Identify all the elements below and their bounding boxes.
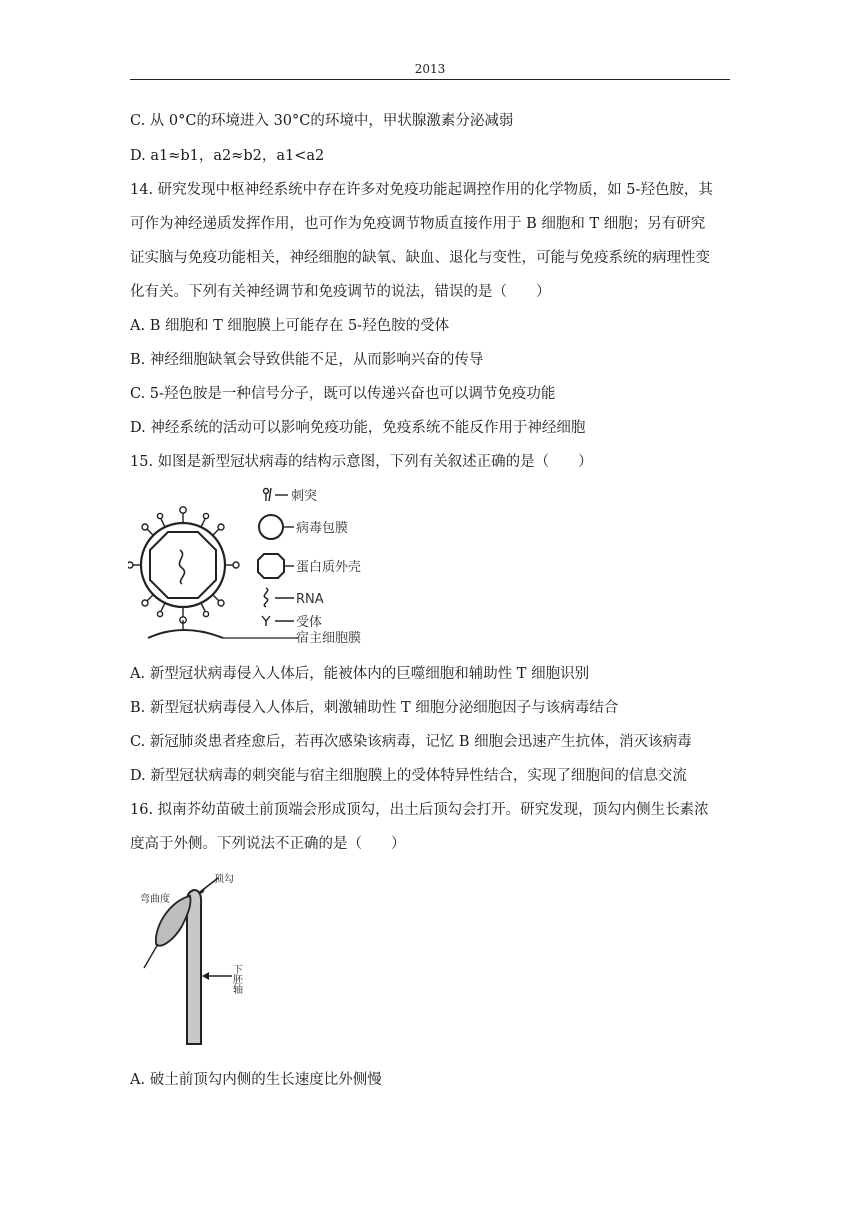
legend-envelope: 病毒包膜 — [296, 521, 349, 536]
q14-stem-line-1: 14. 研究发现中枢神经系统中存在许多对免疫功能起调控作用的化学物质，如 5-羟色胺，其 — [130, 182, 713, 198]
legend-rna: RNA — [296, 592, 324, 607]
virus-structure-figure — [128, 480, 388, 648]
q15-option-c: C. 新冠肺炎患者痊愈后，若再次感染该病毒，记忆 B 细胞会迅速产生抗体，消灭该病毒 — [130, 734, 692, 750]
label-hypocotyl: 下胚轴 — [230, 964, 242, 994]
legend-spike: 刺突 — [291, 489, 318, 504]
legend-capsid: 蛋白质外壳 — [296, 560, 362, 575]
q14-option-b: B. 神经细胞缺氧会导致供能不足，从而影响兴奋的传导 — [130, 352, 484, 368]
q14-option-d: D. 神经系统的活动可以影响免疫功能，免疫系统不能反作用于神经细胞 — [130, 420, 586, 436]
apical-hook-figure — [136, 864, 276, 1054]
q14-option-a: A. B 细胞和 T 细胞膜上可能存在 5-羟色胺的受体 — [130, 318, 450, 334]
q16-stem-line-2: 度高于外侧。下列说法不正确的是（ ） — [130, 836, 406, 852]
q15-option-a: A. 新型冠状病毒侵入人体后，能被体内的巨噬细胞和辅助性 T 细胞识别 — [130, 666, 590, 682]
q16-stem-line-1: 16. 拟南芥幼苗破土前顶端会形成顶勾，出土后顶勾会打开。研究发现，顶勾内侧生长素浓 — [130, 802, 709, 818]
label-hook: 顶勾 — [214, 874, 234, 885]
q14-stem-line-4: 化有关。下列有关神经调节和免疫调节的说法，错误的是（ ） — [130, 284, 551, 300]
q15-option-b: B. 新型冠状病毒侵入人体后，刺激辅助性 T 细胞分泌细胞因子与该病毒结合 — [130, 700, 619, 716]
q16-option-a: A. 破土前顶勾内侧的生长速度比外侧慢 — [130, 1072, 382, 1088]
q13-option-d: D. a1≈b1，a2≈b2，a1<a2 — [130, 148, 325, 164]
legend-host-membrane: 宿主细胞膜 — [296, 631, 362, 646]
page-header-year: 2013 — [414, 62, 446, 76]
q15-stem: 15. 如图是新型冠状病毒的结构示意图，下列有关叙述正确的是（ ） — [130, 454, 593, 470]
q13-option-c: C. 从 0°C的环境进入 30°C的环境中，甲状腺激素分泌减弱 — [130, 113, 514, 129]
label-curvature: 弯曲度 — [140, 894, 170, 905]
legend-receptor: 受体 — [296, 615, 323, 630]
q14-stem-line-2: 可作为神经递质发挥作用，也可作为免疫调节物质直接作用于 B 细胞和 T 细胞；另有研究 — [130, 216, 706, 232]
q14-option-c: C. 5-羟色胺是一种信号分子，既可以传递兴奋也可以调节免疫功能 — [130, 386, 556, 402]
q15-option-d: D. 新型冠状病毒的刺突能与宿主细胞膜上的受体特异性结合，实现了细胞间的信息交流 — [130, 768, 687, 784]
header-rule — [130, 79, 730, 80]
q14-stem-line-3: 证实脑与免疫功能相关，神经细胞的缺氧、缺血、退化与变性，可能与免疫系统的病理性变 — [130, 250, 710, 266]
